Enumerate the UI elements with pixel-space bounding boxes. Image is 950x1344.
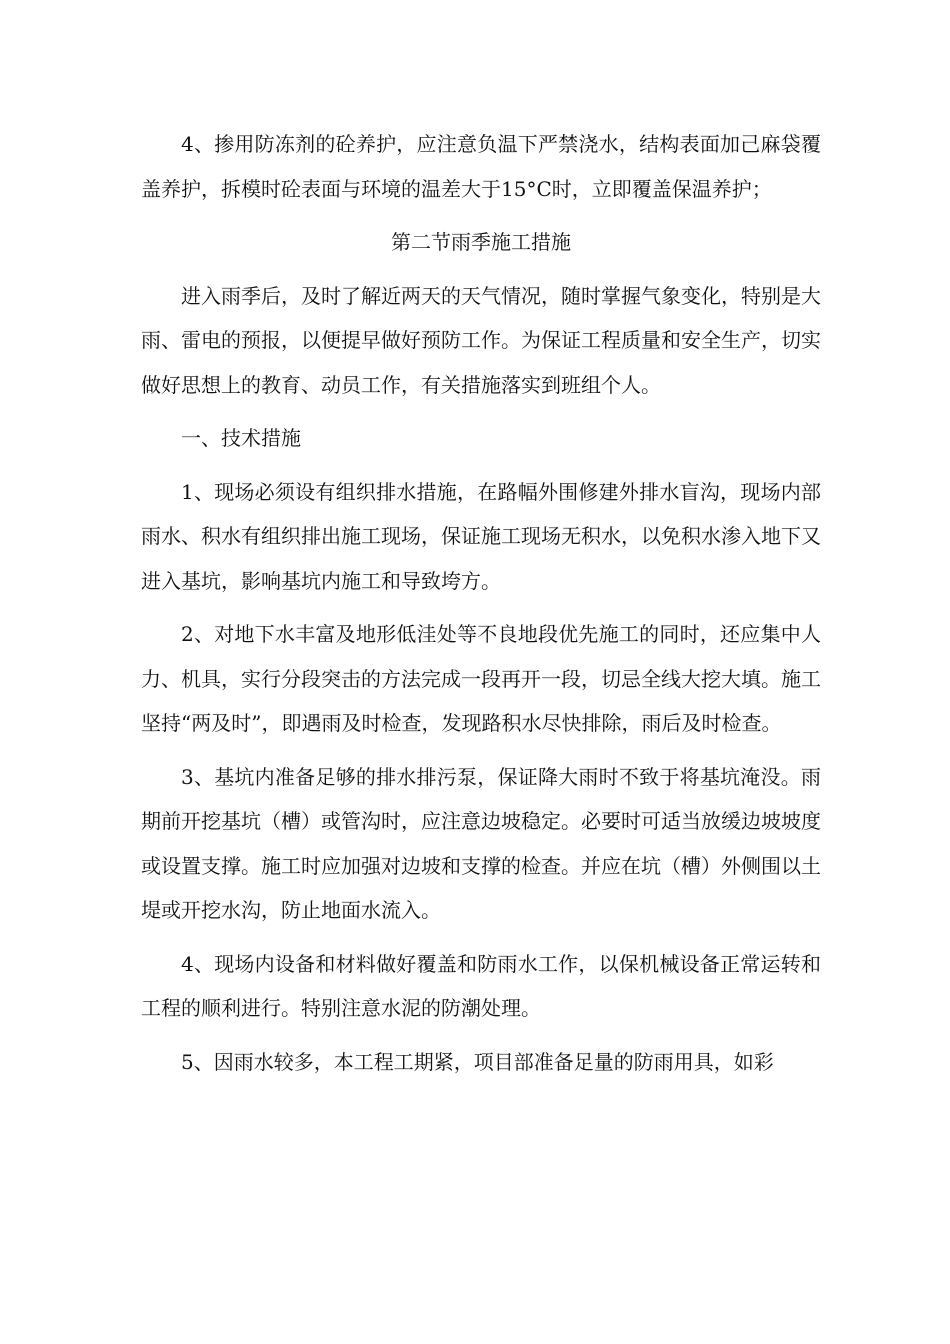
document-body bbox=[141, 122, 821, 1093]
paragraph-item-2: 2、对地下水丰富及地形低洼处等不良地段优先施工的同时，还应集中人力、机具，实行分段突击的方法完成一段再开一段，切忌全线大挖大填。施工坚持“两及时”，即遇雨及时检查，发现路积水尽快排除，雨后及时检查。 bbox=[141, 622, 821, 735]
paragraph-antifreeze-curing: 4、掺用防冻剂的砼养护，应注意负温下严禁浇水，结构表面加己麻袋覆盖养护，拆模时砼表面与环境的温差大于15°C时，立即覆盖保温养护； bbox=[141, 132, 821, 201]
paragraph-item-3: 3、基坑内准备足够的排水排污泵，保证降大雨时不致于将基坑淹没。雨期前开挖基坑（槽）或管沟时，应注意边坡稳定。必要时可适当放缓边坡坡度或设置支撑。施工时应加强对边坡和支撑的检查。并应在坑（槽）外侧围以土堤或开挖水沟，防止地面水流入。 bbox=[141, 764, 821, 922]
paragraph-rainy-season-intro: 进入雨季后，及时了解近两天的天气情况，随时掌握气象变化，特别是大雨、雷电的预报，以便提早做好预防工作。为保证工程质量和安全生产，切实做好思想上的教育、动员工作，有关措施落实到班组个人。 bbox=[141, 283, 821, 397]
section-heading: 第二节雨季施工措施 bbox=[391, 230, 571, 254]
subheading-technical-measures: 一、技术措施 bbox=[181, 426, 301, 450]
paragraph-item-5: 5、因雨水较多，本工程工期紧，项目部准备足量的防雨用具，如彩 bbox=[181, 1049, 774, 1074]
paragraph-item-1: 1、现场必须设有组织排水措施，在路幅外围修建外排水盲沟，现场内部雨水、积水有组织排出施工现场，保证施工现场无积水，以免积水渗入地下又进入基坑，影响基坑内施工和导致垮方。 bbox=[141, 479, 821, 593]
paragraph-item-4: 4、现场内设备和材料做好覆盖和防雨水工作，以保机械设备正常运转和工程的顺利进行。特别注意水泥的防潮处理。 bbox=[141, 951, 821, 1020]
